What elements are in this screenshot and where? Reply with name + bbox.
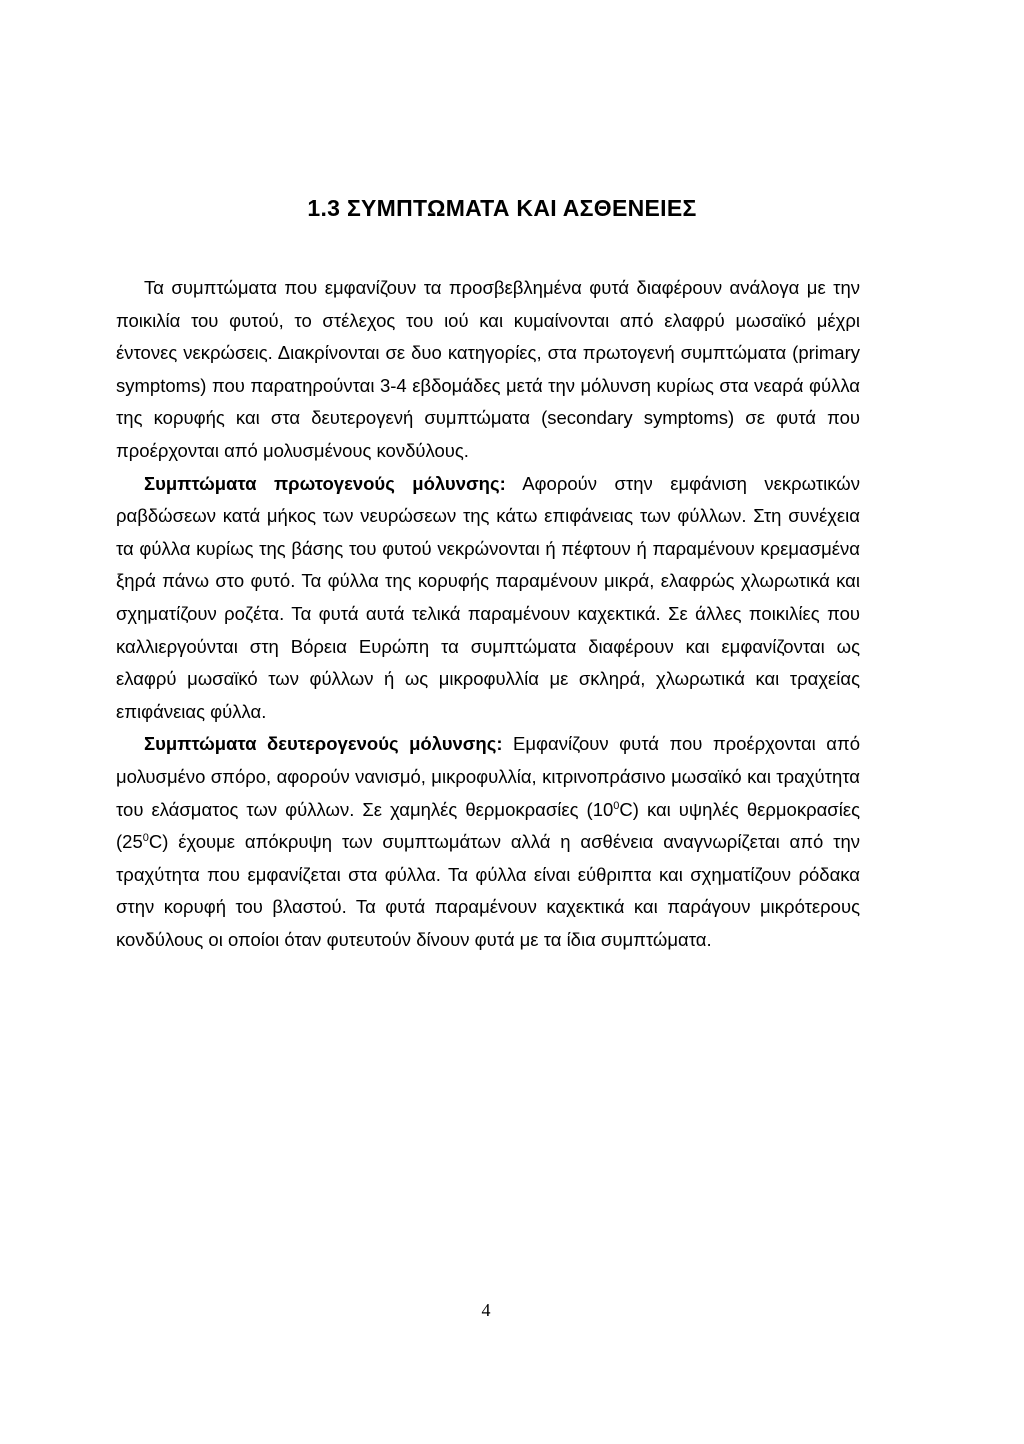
primary-symptoms-paragraph [116, 468, 860, 729]
secondary-symptoms-text-c: C) έχουμε απόκρυψη των συμπτωμάτων αλλά η ασθένεια αναγνωρίζεται από την τραχύτητα που εμφανίζεται στα φύλλα. Τα φύλλα είναι εύθριπτα και σχηματίζουν ρόδακα στην κορυφή του βλαστού. Τα φυτά παραμένουν καχεκτικά και παράγουν μικρότερους κονδύλους οι οποίοι όταν φυτευτούν δίνουν φυτά με τα ίδια συμπτώματα. [116, 831, 860, 950]
secondary-symptoms-paragraph [116, 728, 860, 956]
secondary-symptoms-text-a: Εμφανίζουν φυτά που προέρχονται από μολυσμένο σπόρο, αφορούν νανισμό, μικροφυλλία, κιτρινοπράσινο μωσαϊκό και τραχύτητα του ελάσματος των φύλλων. Σε χαμηλές θερμοκρασίες (10 [116, 733, 861, 820]
secondary-symptoms-text-b: C) και υψηλές θερμοκρασίες (25 [116, 798, 860, 853]
secondary-symptoms-label: Συμπτώματα δευτερογενούς μόλυνσης: [144, 733, 503, 755]
degree-superscript-high: 0 [142, 831, 149, 844]
intro-paragraph [116, 272, 860, 468]
intro-text: Τα συμπτώματα που εμφανίζουν τα προσβεβλημένα φυτά διαφέρουν ανάλογα με την ποικιλία του φυτού, το στέλεχος του ιού και κυμαίνονται από ελαφρύ μωσαϊκό μέχρι έντονες νεκρώσεις. Διακρίνονται σε δυο κατηγορίες, στα πρωτογενή συμπτώματα (primary symptoms) που παρατηρούνται 3-4 εβδομάδες μετά την μόλυνση κυρίως στα νεαρά φύλλα της κορυφής και στα δευτερογενή συμπτώματα (secondary symptoms) σε φυτά που προέρχονται από μολυσμένους κονδύλους. [116, 277, 860, 461]
primary-symptoms-label: Συμπτώματα πρωτογενούς μόλυνσης: [144, 472, 506, 494]
section-body [116, 272, 860, 956]
primary-symptoms-text: Αφορούν στην εμφάνιση νεκρωτικών ραβδώσεων κατά μήκος των νευρώσεων της κάτω επιφάνειας των φύλλων. Στη συνέχεια τα φύλλα κυρίως της βάσης του φυτού νεκρώνονται ή πέφτουν ή παραμένουν κρεμασμένα ξηρά πάνω στο φυτό. Τα φύλλα της κορυφής παραμένουν μικρά, ελαφρώς χλωρωτικά και σχηματίζουν ροζέτα. Τα φυτά αυτά τελικά παραμένουν καχεκτικά. Σε άλλες ποικιλίες που καλλιεργούνται στη Βόρεια Ευρώπη τα συμπτώματα διαφέρουν και εμφανίζονται ως ελαφρύ μωσαϊκό των φύλλων ή ως μικροφυλλία με σκληρά, χλωρωτικά και τραχείας επιφάνειας φύλλα. [116, 472, 860, 722]
page-number: 4 [481, 1300, 491, 1320]
degree-superscript-low: 0 [613, 799, 620, 812]
section-heading: 1.3 ΣΥΜΠΤΩΜΑΤΑ ΚΑΙ ΑΣΘΕΝΕΙΕΣ [307, 195, 697, 221]
